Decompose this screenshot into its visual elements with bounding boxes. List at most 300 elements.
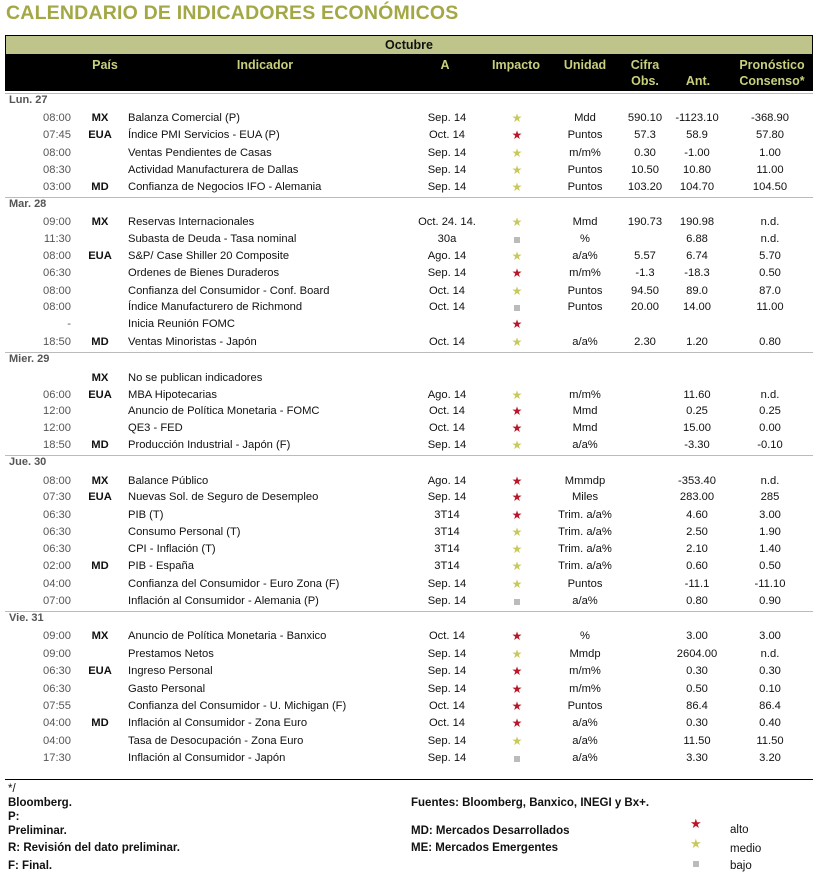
table-row bbox=[0, 750, 818, 767]
row-country: EUA bbox=[88, 250, 112, 262]
row-consensus: n.d. bbox=[760, 233, 780, 245]
day-label: Mier. 29 bbox=[9, 353, 50, 365]
row-previous: 11.60 bbox=[683, 389, 711, 401]
row-time: 04:00 bbox=[43, 578, 71, 590]
row-time: 08:00 bbox=[43, 112, 71, 124]
day-label: Mar. 28 bbox=[9, 198, 47, 210]
row-time: 08:00 bbox=[43, 285, 71, 297]
row-time: 04:00 bbox=[43, 735, 71, 747]
row-observed: 57.3 bbox=[634, 129, 656, 141]
high-impact-star-icon: ★ bbox=[511, 317, 523, 331]
low-impact-square-icon bbox=[514, 305, 520, 311]
col-header-unidad: Unidad bbox=[563, 58, 607, 72]
low-impact-square-icon bbox=[514, 756, 520, 762]
row-unit: Puntos bbox=[567, 285, 603, 297]
row-consensus: -11.10 bbox=[754, 578, 786, 590]
row-country: EUA bbox=[88, 665, 112, 677]
row-observed: 20.00 bbox=[631, 301, 659, 313]
table-row bbox=[0, 558, 818, 575]
row-period: Sep. 14 bbox=[427, 181, 467, 193]
high-impact-star-icon: ★ bbox=[511, 629, 523, 643]
col-header-a: A bbox=[440, 58, 450, 72]
table-row bbox=[0, 403, 818, 420]
row-country: MX bbox=[91, 112, 109, 124]
impact-icon bbox=[502, 715, 532, 732]
row-consensus: 285 bbox=[760, 491, 780, 503]
row-unit: Mmmdp bbox=[564, 475, 606, 487]
row-previous: 86.4 bbox=[686, 700, 708, 712]
row-consensus: 0.50 bbox=[759, 267, 781, 279]
high-impact-star-icon: ★ bbox=[511, 699, 523, 713]
day-separator bbox=[5, 197, 813, 198]
row-consensus: 3.00 bbox=[759, 509, 781, 521]
col-header-pais: País bbox=[92, 58, 118, 72]
row-previous: 10.80 bbox=[683, 164, 711, 176]
impact-icon bbox=[502, 214, 532, 231]
impact-icon bbox=[502, 316, 532, 333]
table-row bbox=[0, 593, 818, 610]
row-period: Sep. 14 bbox=[427, 752, 467, 764]
row-period: Ago. 14 bbox=[427, 389, 467, 401]
row-country: EUA bbox=[88, 389, 112, 401]
row-unit: a/a% bbox=[572, 735, 598, 747]
row-unit: Trim. a/a% bbox=[558, 560, 612, 572]
row-time: 18:50 bbox=[43, 336, 71, 348]
row-country: EUA bbox=[88, 491, 112, 503]
row-indicator: Índice PMI Servicios - EUA (P) bbox=[128, 129, 280, 141]
row-previous: -353.40 bbox=[678, 475, 716, 487]
row-unit: % bbox=[580, 630, 590, 642]
row-period: Sep. 14 bbox=[427, 147, 467, 159]
row-consensus: 0.80 bbox=[759, 336, 781, 348]
high-impact-star-icon: ★ bbox=[511, 490, 523, 504]
row-period: Sep. 14 bbox=[427, 164, 467, 176]
row-time: - bbox=[67, 318, 71, 330]
footer-me: ME: Mercados Emergentes bbox=[411, 842, 558, 854]
row-previous: -18.3 bbox=[684, 267, 710, 279]
col-header-indicador: Indicador bbox=[236, 58, 294, 72]
row-unit: a/a% bbox=[572, 250, 598, 262]
row-indicator: Tasa de Desocupación - Zona Euro bbox=[128, 735, 304, 747]
row-time: 17:30 bbox=[43, 752, 71, 764]
row-period: Oct. 14 bbox=[428, 336, 466, 348]
row-indicator: Ventas Pendientes de Casas bbox=[128, 147, 272, 159]
medium-impact-star-icon: ★ bbox=[511, 249, 523, 263]
day-separator bbox=[5, 352, 813, 353]
row-indicator: MBA Hipotecarias bbox=[128, 389, 217, 401]
row-country: MD bbox=[91, 181, 109, 193]
row-period: Oct. 14 bbox=[428, 301, 466, 313]
row-period: Sep. 14 bbox=[427, 578, 467, 590]
day-separator bbox=[5, 611, 813, 612]
row-previous: 3.00 bbox=[686, 630, 708, 642]
row-indicator: Inflación al Consumidor - Zona Euro bbox=[128, 717, 308, 729]
impact-icon bbox=[502, 473, 532, 490]
row-unit: m/m% bbox=[569, 267, 601, 279]
row-previous: 89.0 bbox=[686, 285, 708, 297]
row-period: Sep. 14 bbox=[427, 439, 467, 451]
row-period: Oct. 14 bbox=[428, 717, 466, 729]
row-observed: 2.30 bbox=[634, 336, 656, 348]
impact-icon bbox=[502, 420, 532, 437]
col-header-cifra: Cifra bbox=[630, 58, 660, 72]
row-consensus: 0.50 bbox=[759, 560, 781, 572]
legend-medium-star-icon: ★ bbox=[690, 836, 702, 851]
row-country: MD bbox=[91, 336, 109, 348]
day-label: Jue. 30 bbox=[9, 456, 47, 468]
row-previous: 58.9 bbox=[686, 129, 708, 141]
row-time: 06:00 bbox=[43, 389, 71, 401]
row-country: MX bbox=[91, 630, 109, 642]
row-period: Sep. 14 bbox=[427, 648, 467, 660]
row-unit: a/a% bbox=[572, 595, 598, 607]
row-indicator: S&P/ Case Shiller 20 Composite bbox=[128, 250, 290, 262]
row-period: Ago. 14 bbox=[427, 475, 467, 487]
row-unit: Mmdp bbox=[569, 648, 601, 660]
day-separator bbox=[5, 93, 813, 94]
row-indicator: PIB (T) bbox=[128, 509, 164, 521]
row-time: 07:45 bbox=[43, 129, 71, 141]
low-impact-square-icon bbox=[514, 599, 520, 605]
row-unit: Puntos bbox=[567, 301, 603, 313]
row-indicator: Inflación al Consumidor - Japón bbox=[128, 752, 286, 764]
low-impact-square-icon bbox=[514, 237, 520, 243]
high-impact-star-icon: ★ bbox=[511, 474, 523, 488]
impact-icon bbox=[502, 663, 532, 680]
row-consensus: n.d. bbox=[760, 389, 780, 401]
table-row bbox=[0, 473, 818, 490]
row-indicator: QE3 - FED bbox=[128, 422, 183, 434]
row-unit: Puntos bbox=[567, 129, 603, 141]
impact-icon bbox=[502, 541, 532, 558]
table-row bbox=[0, 214, 818, 231]
row-previous: -3.30 bbox=[684, 439, 710, 451]
impact-icon bbox=[502, 628, 532, 645]
row-consensus: 0.10 bbox=[759, 683, 781, 695]
impact-icon bbox=[502, 524, 532, 541]
row-consensus: 0.90 bbox=[759, 595, 781, 607]
row-indicator: Ventas Minoristas - Japón bbox=[128, 336, 257, 348]
row-period: 3T14 bbox=[434, 560, 460, 572]
row-previous: 0.50 bbox=[686, 683, 708, 695]
impact-icon bbox=[502, 145, 532, 162]
row-country: MX bbox=[91, 475, 109, 487]
row-time: 07:55 bbox=[43, 700, 71, 712]
row-period: 3T14 bbox=[434, 526, 460, 538]
row-consensus: -0.10 bbox=[757, 439, 783, 451]
row-time: 08:00 bbox=[43, 250, 71, 262]
row-previous: 2604.00 bbox=[676, 648, 718, 660]
row-unit: m/m% bbox=[569, 389, 601, 401]
table-row bbox=[0, 681, 818, 698]
row-period: 30a bbox=[437, 233, 457, 245]
medium-impact-star-icon: ★ bbox=[511, 180, 523, 194]
legend-high-star-icon: ★ bbox=[690, 816, 702, 831]
table-row bbox=[0, 248, 818, 265]
row-indicator: Prestamos Netos bbox=[128, 648, 214, 660]
medium-impact-star-icon: ★ bbox=[511, 146, 523, 160]
medium-impact-star-icon: ★ bbox=[511, 734, 523, 748]
row-period: Sep. 14 bbox=[427, 595, 467, 607]
row-consensus: 1.00 bbox=[759, 147, 781, 159]
footer-note-mark: */ bbox=[8, 783, 16, 795]
row-time: 09:00 bbox=[43, 216, 71, 228]
medium-impact-star-icon: ★ bbox=[511, 577, 523, 591]
row-consensus: 0.00 bbox=[759, 422, 781, 434]
impact-icon bbox=[502, 231, 532, 248]
col-header-pronostico: Pronóstico bbox=[739, 58, 805, 72]
row-previous: 11.50 bbox=[683, 735, 711, 747]
row-previous: 15.00 bbox=[683, 422, 711, 434]
row-period: Sep. 14 bbox=[427, 665, 467, 677]
high-impact-star-icon: ★ bbox=[511, 716, 523, 730]
table-row bbox=[0, 179, 818, 196]
row-previous: 6.88 bbox=[686, 233, 708, 245]
row-time: 04:00 bbox=[43, 717, 71, 729]
impact-icon bbox=[502, 593, 532, 610]
footer-divider bbox=[5, 779, 813, 780]
row-consensus: 3.00 bbox=[759, 630, 781, 642]
impact-icon bbox=[502, 646, 532, 663]
col-header-consenso: Consenso* bbox=[739, 74, 805, 88]
row-indicator: Reservas Internacionales bbox=[128, 216, 255, 228]
row-observed: 103.20 bbox=[627, 181, 663, 193]
day-label: Lun. 27 bbox=[9, 94, 48, 106]
row-time: 06:30 bbox=[43, 526, 71, 538]
row-unit: Mmd bbox=[572, 216, 598, 228]
row-indicator: Índice Manufacturero de Richmond bbox=[128, 301, 303, 313]
row-indicator: Anuncio de Política Monetaria - FOMC bbox=[128, 405, 320, 417]
row-unit: a/a% bbox=[572, 752, 598, 764]
row-previous: -11.1 bbox=[684, 578, 710, 590]
row-indicator: Gasto Personal bbox=[128, 683, 206, 695]
row-time: 09:00 bbox=[43, 648, 71, 660]
day-separator bbox=[5, 455, 813, 456]
row-unit: Puntos bbox=[567, 164, 603, 176]
table-row bbox=[0, 145, 818, 162]
impact-icon bbox=[502, 576, 532, 593]
table-row bbox=[0, 733, 818, 750]
impact-icon bbox=[502, 698, 532, 715]
row-indicator: Nuevas Sol. de Seguro de Desempleo bbox=[128, 491, 319, 503]
row-period: Oct. 14 bbox=[428, 630, 466, 642]
row-previous: 0.30 bbox=[686, 717, 708, 729]
row-period: Sep. 14 bbox=[427, 267, 467, 279]
row-unit: m/m% bbox=[569, 683, 601, 695]
row-time: 06:30 bbox=[43, 267, 71, 279]
impact-icon bbox=[502, 299, 532, 316]
row-period: Sep. 14 bbox=[427, 735, 467, 747]
row-unit: Mmd bbox=[572, 405, 598, 417]
impact-icon bbox=[502, 403, 532, 420]
day-label: Vie. 31 bbox=[9, 612, 44, 624]
footer-left-line: F: Final. bbox=[8, 860, 53, 872]
table-row bbox=[0, 127, 818, 144]
row-period: Oct. 14 bbox=[428, 422, 466, 434]
row-consensus: 57.80 bbox=[756, 129, 784, 141]
row-unit: % bbox=[580, 233, 590, 245]
row-indicator: Producción Industrial - Japón (F) bbox=[128, 439, 291, 451]
table-row bbox=[0, 646, 818, 663]
row-consensus: 11.00 bbox=[756, 301, 784, 313]
table-row bbox=[0, 628, 818, 645]
impact-icon bbox=[502, 162, 532, 179]
footer-left-line: Bloomberg. bbox=[8, 797, 72, 809]
row-observed: 5.57 bbox=[634, 250, 656, 262]
table-row bbox=[0, 437, 818, 454]
row-previous: 0.25 bbox=[686, 405, 708, 417]
row-observed: 0.30 bbox=[634, 147, 656, 159]
row-period: Oct. 14 bbox=[428, 129, 466, 141]
col-header-ant: Ant. bbox=[685, 74, 711, 88]
high-impact-star-icon: ★ bbox=[511, 128, 523, 142]
impact-icon bbox=[502, 387, 532, 404]
impact-icon bbox=[502, 127, 532, 144]
medium-impact-star-icon: ★ bbox=[511, 559, 523, 573]
row-time: 11:30 bbox=[43, 233, 71, 245]
row-consensus: 0.40 bbox=[759, 717, 781, 729]
row-time: 12:00 bbox=[43, 405, 71, 417]
table-row bbox=[0, 231, 818, 248]
row-previous: 0.80 bbox=[686, 595, 708, 607]
table-row bbox=[0, 387, 818, 404]
row-consensus: n.d. bbox=[760, 648, 780, 660]
row-country: EUA bbox=[88, 129, 112, 141]
col-header-obs: Obs. bbox=[631, 74, 659, 88]
row-consensus: 87.0 bbox=[759, 285, 781, 297]
table-row bbox=[0, 283, 818, 300]
row-period: Oct. 14 bbox=[428, 285, 466, 297]
medium-impact-star-icon: ★ bbox=[511, 335, 523, 349]
impact-icon bbox=[502, 334, 532, 351]
row-previous: 2.50 bbox=[686, 526, 708, 538]
row-previous: -1123.10 bbox=[675, 112, 719, 124]
row-indicator: Ordenes de Bienes Duraderos bbox=[128, 267, 280, 279]
impact-icon bbox=[502, 681, 532, 698]
high-impact-star-icon: ★ bbox=[511, 682, 523, 696]
row-previous: 2.10 bbox=[686, 543, 708, 555]
row-unit: Puntos bbox=[567, 700, 603, 712]
row-unit: m/m% bbox=[569, 147, 601, 159]
impact-icon bbox=[502, 110, 532, 127]
row-observed: 190.73 bbox=[627, 216, 663, 228]
table-row bbox=[0, 524, 818, 541]
row-time: 06:30 bbox=[43, 683, 71, 695]
table-row bbox=[0, 507, 818, 524]
row-observed: -1.3 bbox=[635, 267, 655, 279]
row-period: Sep. 14 bbox=[427, 112, 467, 124]
row-time: 08:00 bbox=[43, 475, 71, 487]
row-consensus: 0.25 bbox=[759, 405, 781, 417]
row-indicator: Balance Público bbox=[128, 475, 209, 487]
page-title: CALENDARIO DE INDICADORES ECONÓMICOS bbox=[6, 2, 459, 24]
impact-icon bbox=[502, 179, 532, 196]
footer-left-line: Preliminar. bbox=[8, 825, 67, 837]
legend-low-label: bajo bbox=[730, 860, 752, 872]
impact-icon bbox=[502, 489, 532, 506]
col-header-impacto: Impacto bbox=[492, 58, 540, 72]
footer-sources: Fuentes: Bloomberg, Banxico, INEGI y Bx+. bbox=[411, 797, 650, 809]
row-previous: 190.98 bbox=[679, 216, 715, 228]
impact-icon bbox=[502, 733, 532, 750]
row-period: Oct. 24. 14. bbox=[418, 216, 476, 228]
row-previous: 4.60 bbox=[686, 509, 708, 521]
impact-icon bbox=[502, 750, 532, 767]
row-country: MX bbox=[91, 216, 109, 228]
legend-low-square-icon bbox=[693, 858, 699, 870]
table-row bbox=[0, 316, 818, 333]
footer-md: MD: Mercados Desarrollados bbox=[411, 825, 570, 837]
row-time: 06:30 bbox=[43, 543, 71, 555]
row-indicator: Anuncio de Política Monetaria - Banxico bbox=[128, 630, 327, 642]
row-time: 18:50 bbox=[43, 439, 71, 451]
row-period: 3T14 bbox=[434, 509, 460, 521]
row-country: MX bbox=[91, 372, 109, 384]
table-row bbox=[0, 370, 818, 387]
row-time: 08:00 bbox=[43, 301, 71, 313]
row-consensus: 0.30 bbox=[759, 665, 781, 677]
row-indicator: Confianza del Consumidor - U. Michigan (F) bbox=[128, 700, 347, 712]
row-period: Ago. 14 bbox=[427, 250, 467, 262]
high-impact-star-icon: ★ bbox=[511, 266, 523, 280]
month-header: Octubre bbox=[5, 35, 813, 55]
row-indicator: No se publican indicadores bbox=[128, 372, 263, 384]
medium-impact-star-icon: ★ bbox=[511, 215, 523, 229]
high-impact-star-icon: ★ bbox=[511, 508, 523, 522]
table-row bbox=[0, 663, 818, 680]
medium-impact-star-icon: ★ bbox=[511, 647, 523, 661]
row-indicator: Inicia Reunión FOMC bbox=[128, 318, 235, 330]
row-time: 09:00 bbox=[43, 630, 71, 642]
row-consensus: -368.90 bbox=[751, 112, 789, 124]
table-row bbox=[0, 698, 818, 715]
row-indicator: Actividad Manufacturera de Dallas bbox=[128, 164, 299, 176]
impact-icon bbox=[502, 265, 532, 282]
medium-impact-star-icon: ★ bbox=[511, 284, 523, 298]
row-consensus: 11.00 bbox=[756, 164, 784, 176]
row-previous: 0.60 bbox=[686, 560, 708, 572]
table-row bbox=[0, 715, 818, 732]
row-previous: 104.70 bbox=[679, 181, 715, 193]
row-indicator: PIB - España bbox=[128, 560, 194, 572]
row-observed: 94.50 bbox=[631, 285, 659, 297]
row-observed: 10.50 bbox=[631, 164, 659, 176]
row-indicator: Inflación al Consumidor - Alemania (P) bbox=[128, 595, 319, 607]
row-unit: m/m% bbox=[569, 665, 601, 677]
row-consensus: 104.50 bbox=[752, 181, 788, 193]
row-previous: 0.30 bbox=[686, 665, 708, 677]
footer-left-line: R: Revisión del dato preliminar. bbox=[8, 842, 180, 854]
impact-icon bbox=[502, 248, 532, 265]
row-time: 12:00 bbox=[43, 422, 71, 434]
row-consensus: 11.50 bbox=[756, 735, 784, 747]
row-indicator: Confianza del Consumidor - Euro Zona (F) bbox=[128, 578, 340, 590]
row-consensus: n.d. bbox=[760, 216, 780, 228]
high-impact-star-icon: ★ bbox=[511, 664, 523, 678]
row-indicator: CPI - Inflación (T) bbox=[128, 543, 216, 555]
row-unit: a/a% bbox=[572, 439, 598, 451]
row-previous: 3.30 bbox=[686, 752, 708, 764]
table-row bbox=[0, 162, 818, 179]
row-consensus: 3.20 bbox=[759, 752, 781, 764]
footer-left-line: P: bbox=[8, 811, 20, 823]
row-unit: Trim. a/a% bbox=[558, 526, 612, 538]
row-consensus: n.d. bbox=[760, 475, 780, 487]
row-time: 08:00 bbox=[43, 147, 71, 159]
medium-impact-star-icon: ★ bbox=[511, 388, 523, 402]
legend-medium-label: medio bbox=[730, 843, 762, 855]
row-time: 07:30 bbox=[43, 491, 71, 503]
